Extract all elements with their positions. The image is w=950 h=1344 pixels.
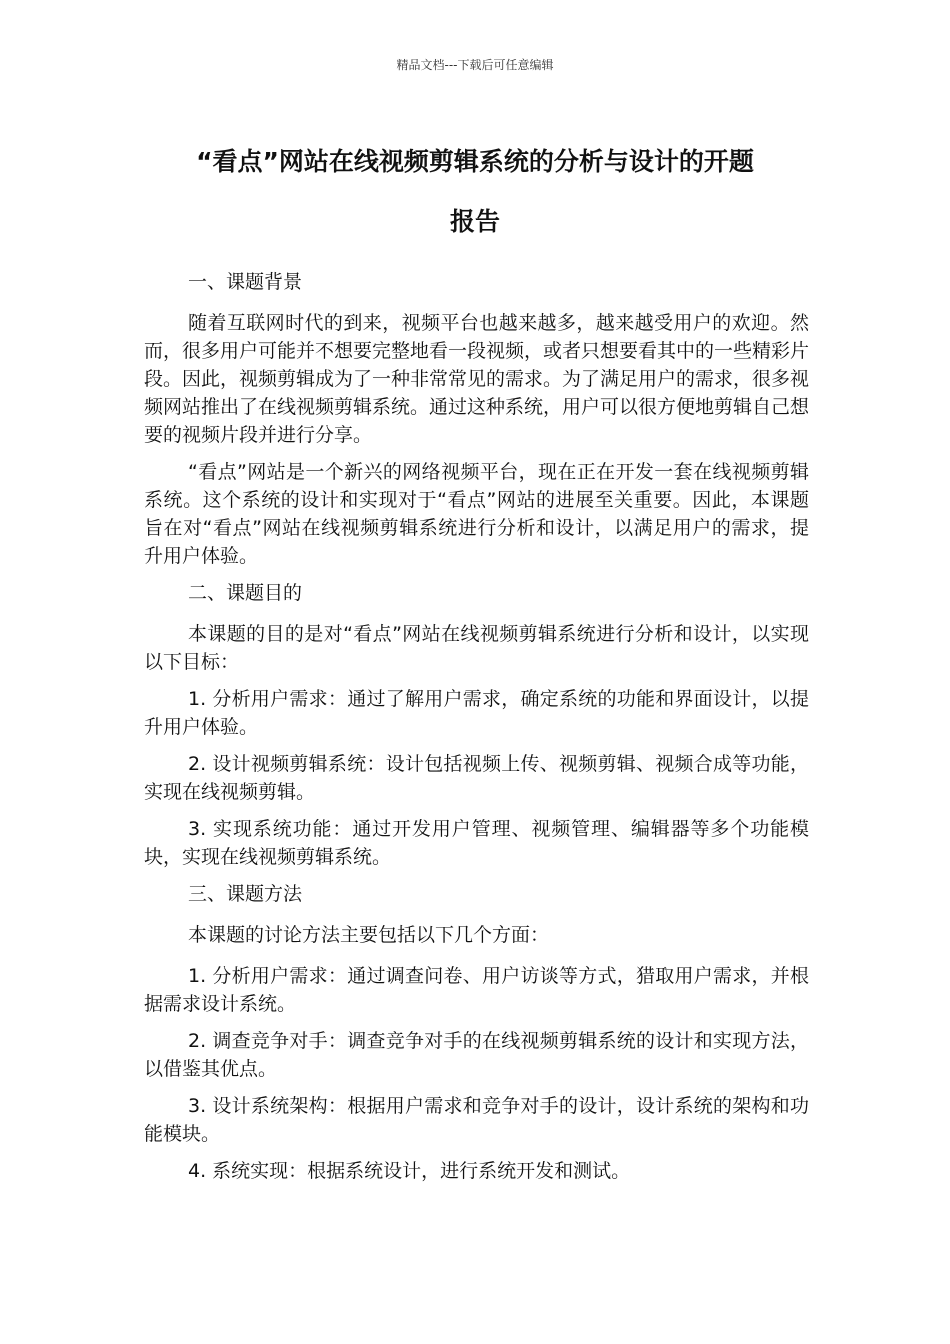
paragraph: 本课题的目的是对“看点”网站在线视频剪辑系统进行分析和设计，以实现以下目标： xyxy=(144,623,809,673)
document-title-line-2: 报告 xyxy=(449,207,500,236)
paragraph: 本课题的讨论方法主要包括以下几个方面： xyxy=(188,924,550,946)
section-heading-purpose: 二、课题目的 xyxy=(188,582,303,604)
section-heading-background: 一、课题背景 xyxy=(188,271,303,293)
list-item: 3. 实现系统功能：通过开发用户管理、视频管理、编辑器等多个功能模块，实现在线视频剪辑系统。 xyxy=(144,818,809,868)
list-item: 1. 分析用户需求：通过了解用户需求，确定系统的功能和界面设计，以提升用户体验。 xyxy=(144,688,809,738)
list-item: 2. 设计视频剪辑系统：设计包括视频上传、视频剪辑、视频合成等功能，实现在线视频剪辑。 xyxy=(144,753,809,803)
document-title xyxy=(120,132,830,252)
section-heading-method: 三、课题方法 xyxy=(188,883,303,905)
list-item: 1. 分析用户需求：通过调查问卷、用户访谈等方式，猎取用户需求，并根据需求设计系统。 xyxy=(144,965,809,1015)
paragraph: 随着互联网时代的到来，视频平台也越来越多，越来越受用户的欢迎。然而，很多用户可能并不想要完整地看一段视频，或者只想要看其中的一些精彩片段。因此，视频剪辑成为了一种非常常见的需求。为了满足用户的需求，很多视频网站推出了在线视频剪辑系统。通过这种系统，用户可以很方便地剪辑自己想要的视频片段并进行分享。 xyxy=(144,312,810,446)
page-header-note: 精品文档---下载后可任意编辑 xyxy=(396,58,554,72)
document-title-line-1: “看点”网站在线视频剪辑系统的分析与设计的开题 xyxy=(196,147,754,176)
list-item: 2. 调查竞争对手：调查竞争对手的在线视频剪辑系统的设计和实现方法，以借鉴其优点。 xyxy=(144,1030,809,1080)
document-body xyxy=(144,268,809,1194)
list-item: 3. 设计系统架构：根据用户需求和竞争对手的设计，设计系统的架构和功能模块。 xyxy=(144,1095,809,1145)
paragraph: “看点”网站是一个新兴的网络视频平台，现在正在开发一套在线视频剪辑系统。这个系统的设计和实现对于“看点”网站的进展至关重要。因此，本课题旨在对“看点”网站在线视频剪辑系统进行分析和设计，以满足用户的需求，提升用户体验。 xyxy=(144,461,809,567)
list-item: 4. 系统实现：根据系统设计，进行系统开发和测试。 xyxy=(188,1160,631,1182)
